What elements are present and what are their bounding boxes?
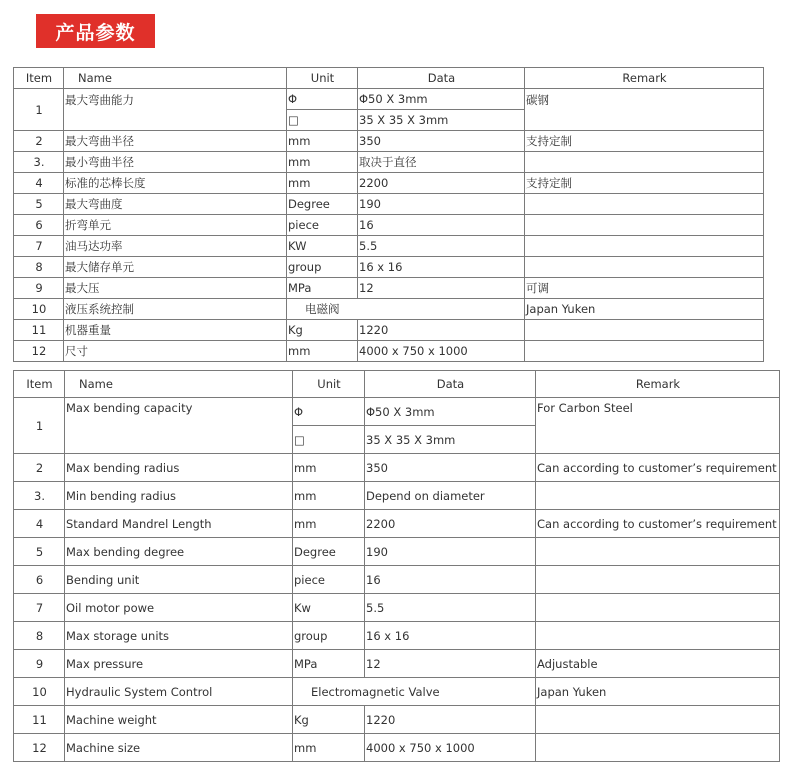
cell-unit: group [287,257,358,278]
spec-table-chinese [13,67,764,362]
table-row [14,236,764,257]
cell-name: 最大压 [64,278,287,299]
cell-remark [536,622,780,650]
cell-item: 5 [14,538,65,566]
cell-data: 16 x 16 [358,257,525,278]
header-name: Name [65,371,293,398]
cell-remark [536,706,780,734]
cell-unit: piece [287,215,358,236]
cell-data: 2200 [365,510,536,538]
table-row [14,131,764,152]
table-row [14,678,780,706]
table-row [14,215,764,236]
cell-data: Φ50 X 3mm [358,89,525,110]
cell-remark [525,257,764,278]
cell-unit: Φ [293,398,365,426]
table-row [14,650,780,678]
cell-name: 折弯单元 [64,215,287,236]
spec-table-english [13,370,780,762]
cell-unit: mm [287,131,358,152]
cell-unit: MPa [287,278,358,299]
cell-name: Oil motor powe [65,594,293,622]
cell-unit: mm [293,482,365,510]
cell-remark: Japan Yuken [525,299,764,320]
header-unit: Unit [287,68,358,89]
cell-unit: Kw [293,594,365,622]
cell-item: 8 [14,622,65,650]
cell-data: 350 [365,454,536,482]
cell-data: 4000 x 750 x 1000 [358,341,525,362]
table-row [14,566,780,594]
cell-remark: 可调 [525,278,764,299]
cell-item: 8 [14,257,64,278]
table-row [14,152,764,173]
cell-name: Bending unit [65,566,293,594]
cell-data: 2200 [358,173,525,194]
table-row [14,194,764,215]
cell-name: Hydraulic System Control [65,678,293,706]
cell-name: 最大储存单元 [64,257,287,278]
cell-remark [536,538,780,566]
table-row [14,622,780,650]
header-data: Data [365,371,536,398]
cell-name: Max bending capacity [65,398,293,454]
cell-remark: Adjustable [536,650,780,678]
header-unit: Unit [293,371,365,398]
cell-name: Machine weight [65,706,293,734]
table-row [14,594,780,622]
cell-data: 12 [365,650,536,678]
cell-remark: Can according to customer’s requirement [536,510,780,538]
cell-item: 4 [14,510,65,538]
header-item: Item [14,371,65,398]
table-row [14,510,780,538]
cell-remark: 支持定制 [525,131,764,152]
cell-unit: Kg [287,320,358,341]
cell-unit: MPa [293,650,365,678]
cell-name: 最大弯曲度 [64,194,287,215]
cell-item: 1 [14,89,64,131]
cell-data: 190 [365,538,536,566]
cell-remark [536,566,780,594]
cell-name: Min bending radius [65,482,293,510]
cell-unit: mm [293,734,365,762]
table-row [14,299,764,320]
table-row [14,538,780,566]
cell-item: 1 [14,398,65,454]
cell-item: 3. [14,152,64,173]
cell-data: 16 x 16 [365,622,536,650]
cell-remark [525,341,764,362]
cell-remark [525,320,764,341]
cell-item: 7 [14,236,64,257]
cell-remark [536,482,780,510]
header-name: Name [64,68,287,89]
header-item: Item [14,68,64,89]
cell-unit: KW [287,236,358,257]
cell-name: Machine size [65,734,293,762]
cell-data: 1220 [365,706,536,734]
header-data: Data [358,68,525,89]
cell-data: 取决于直径 [358,152,525,173]
cell-remark [525,236,764,257]
table-row [14,320,764,341]
table-row [14,734,780,762]
cell-name: Max bending radius [65,454,293,482]
table-row [14,341,764,362]
cell-name: Max pressure [65,650,293,678]
cell-unit: mm [287,173,358,194]
cell-data: 190 [358,194,525,215]
cell-data: 35 X 35 X 3mm [358,110,525,131]
cell-remark [536,734,780,762]
cell-name: Standard Mandrel Length [65,510,293,538]
cell-unit: mm [293,454,365,482]
cell-unit: group [293,622,365,650]
cell-remark: Japan Yuken [536,678,780,706]
cell-remark: 支持定制 [525,173,764,194]
cell-unit: mm [287,341,358,362]
cell-remark: Can according to customer’s requirement [536,454,780,482]
cell-item: 2 [14,131,64,152]
cell-data: 12 [358,278,525,299]
cell-data: 5.5 [358,236,525,257]
cell-unit: Φ [287,89,358,110]
table-row [14,89,764,110]
cell-name: Max storage units [65,622,293,650]
table-row [14,706,780,734]
table-row [14,482,780,510]
table-row [14,173,764,194]
cell-item: 4 [14,173,64,194]
table-header-row [14,68,764,89]
cell-item: 5 [14,194,64,215]
cell-item: 11 [14,706,65,734]
cell-data: 5.5 [365,594,536,622]
cell-name: Max bending degree [65,538,293,566]
cell-name: 标准的芯棒长度 [64,173,287,194]
header-remark: Remark [536,371,780,398]
cell-data: Depend on diameter [365,482,536,510]
cell-name: 液压系统控制 [64,299,287,320]
cell-merged-data: Electromagnetic Valve [293,678,536,706]
cell-item: 10 [14,678,65,706]
cell-name: 油马达功率 [64,236,287,257]
cell-data: 35 X 35 X 3mm [365,426,536,454]
cell-item: 6 [14,215,64,236]
table-row [14,398,780,426]
cell-name: 最小弯曲半径 [64,152,287,173]
cell-name: 最大弯曲半径 [64,131,287,152]
cell-unit: mm [287,152,358,173]
cell-item: 3. [14,482,65,510]
cell-item: 12 [14,734,65,762]
cell-remark: 碳钢 [525,89,764,131]
table-row [14,257,764,278]
cell-remark [525,194,764,215]
cell-data: 350 [358,131,525,152]
cell-name: 最大弯曲能力 [64,89,287,131]
cell-unit: mm [293,510,365,538]
cell-item: 9 [14,650,65,678]
cell-data: 16 [365,566,536,594]
header-remark: Remark [525,68,764,89]
cell-data: Φ50 X 3mm [365,398,536,426]
table-header-row [14,371,780,398]
cell-item: 11 [14,320,64,341]
cell-name: 机器重量 [64,320,287,341]
cell-data: 1220 [358,320,525,341]
cell-remark: For Carbon Steel [536,398,780,454]
table-row [14,278,764,299]
cell-unit: piece [293,566,365,594]
cell-data: 16 [358,215,525,236]
table-row [14,454,780,482]
cell-data: 4000 x 750 x 1000 [365,734,536,762]
cell-item: 12 [14,341,64,362]
cell-unit: Kg [293,706,365,734]
cell-item: 10 [14,299,64,320]
cell-remark [525,152,764,173]
cell-remark [536,594,780,622]
cell-unit: □ [287,110,358,131]
cell-item: 7 [14,594,65,622]
cell-unit: Degree [287,194,358,215]
cell-remark [525,215,764,236]
cell-merged-data: 电磁阀 [287,299,525,320]
cell-unit: □ [293,426,365,454]
cell-item: 6 [14,566,65,594]
cell-name: 尺寸 [64,341,287,362]
section-heading: 产品参数 [36,14,155,48]
cell-item: 2 [14,454,65,482]
cell-item: 9 [14,278,64,299]
cell-unit: Degree [293,538,365,566]
